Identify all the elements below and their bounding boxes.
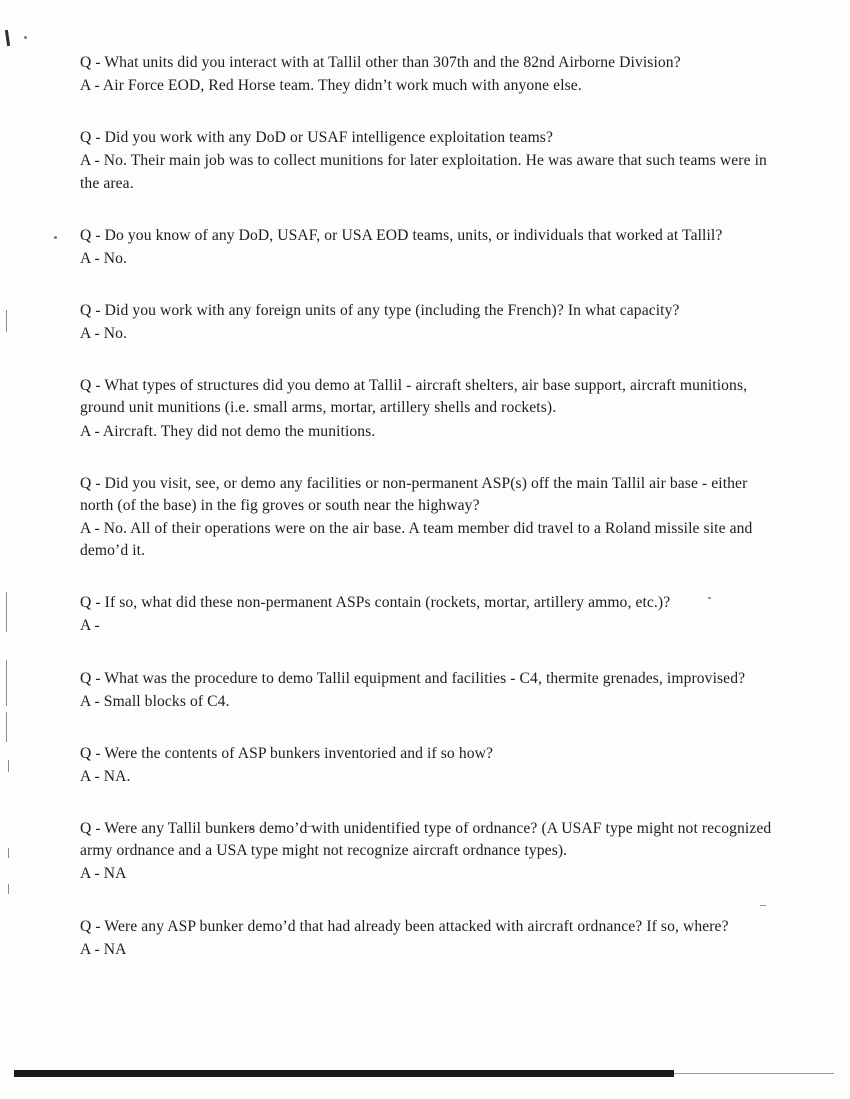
answer-text: A - bbox=[80, 617, 100, 635]
qa-block bbox=[80, 52, 780, 97]
question-text: Q - If so, what did these non-permanent ASPs contain (rockets, mortar, artillery ammo, etc.)? bbox=[80, 594, 671, 612]
answer-text: A - Air Force EOD, Red Horse team. They didn’t work much with anyone else. bbox=[80, 77, 582, 95]
scan-edge-line bbox=[8, 848, 9, 858]
qa-block bbox=[80, 916, 780, 961]
scan-edge-line bbox=[6, 660, 7, 706]
question-text: Q - Did you visit, see, or demo any facilities or non-permanent ASP(s) off the main Tallil air base - either north (of the base) in the fig groves or south near the highway? bbox=[80, 474, 748, 514]
answer-text: A - Aircraft. They did not demo the munitions. bbox=[80, 422, 376, 440]
qa-block bbox=[80, 473, 780, 563]
qa-block bbox=[80, 668, 780, 713]
scan-edge-line bbox=[6, 592, 7, 632]
question-text: Q - What types of structures did you demo at Tallil - aircraft shelters, air base support, aircraft munitions, ground unit munitions (i.e. small arms, mortar, artillery shells and rockets). bbox=[80, 377, 748, 417]
qa-block bbox=[80, 592, 780, 637]
scan-edge-line bbox=[6, 310, 7, 332]
answer-text: A - No. Their main job was to collect munitions for later exploitation. He was aware that such teams were in the area. bbox=[80, 152, 767, 192]
qa-block bbox=[80, 743, 780, 788]
answer-text: A - NA bbox=[80, 940, 127, 958]
scan-speck bbox=[54, 236, 57, 239]
question-text: Q - Did you work with any foreign units of any type (including the French)? In what capacity? bbox=[80, 301, 680, 319]
question-text: Q - Did you work with any DoD or USAF intelligence exploitation teams? bbox=[80, 129, 553, 147]
transcript-body bbox=[80, 52, 780, 991]
answer-text: A - No. bbox=[80, 325, 128, 343]
scan-edge-mark bbox=[5, 30, 10, 46]
qa-block bbox=[80, 818, 780, 885]
qa-block bbox=[80, 127, 780, 194]
answer-text: A - NA. bbox=[80, 767, 131, 785]
answer-text: A - No. All of their operations were on the air base. A team member did travel to a Roland missile site and demo’d it. bbox=[80, 519, 753, 560]
qa-block bbox=[80, 300, 780, 345]
question-text: Q - Were any Tallil bunkers demo’d with unidentified type of ordnance? (A USAF type might not recognized army ordnance and a USA type might not recognize aircraft ordnance types). bbox=[80, 820, 772, 860]
qa-block bbox=[80, 375, 780, 442]
question-text: Q - Were the contents of ASP bunkers inventoried and if so how? bbox=[80, 744, 493, 762]
scan-speck bbox=[24, 36, 27, 39]
scan-edge-line bbox=[8, 884, 9, 894]
answer-text: A - No. bbox=[80, 249, 128, 267]
scan-bottom-bar bbox=[14, 1070, 674, 1077]
question-text: Q - Do you know of any DoD, USAF, or USA EOD teams, units, or individuals that worked at Tallil? bbox=[80, 226, 723, 244]
scan-edge-line bbox=[6, 712, 7, 742]
question-text: Q - Were any ASP bunker demo’d that had already been attacked with aircraft ordnance? If so, where? bbox=[80, 917, 729, 935]
question-text: Q - What was the procedure to demo Tallil equipment and facilities - C4, thermite grenades, improvised? bbox=[80, 669, 746, 687]
scan-bottom-line bbox=[674, 1073, 834, 1074]
answer-text: A - NA bbox=[80, 865, 127, 883]
qa-block bbox=[80, 225, 780, 270]
scan-edge-line bbox=[8, 760, 9, 772]
question-text: Q - What units did you interact with at Tallil other than 307th and the 82nd Airborne Division? bbox=[80, 54, 681, 71]
answer-text: A - Small blocks of C4. bbox=[80, 692, 230, 710]
